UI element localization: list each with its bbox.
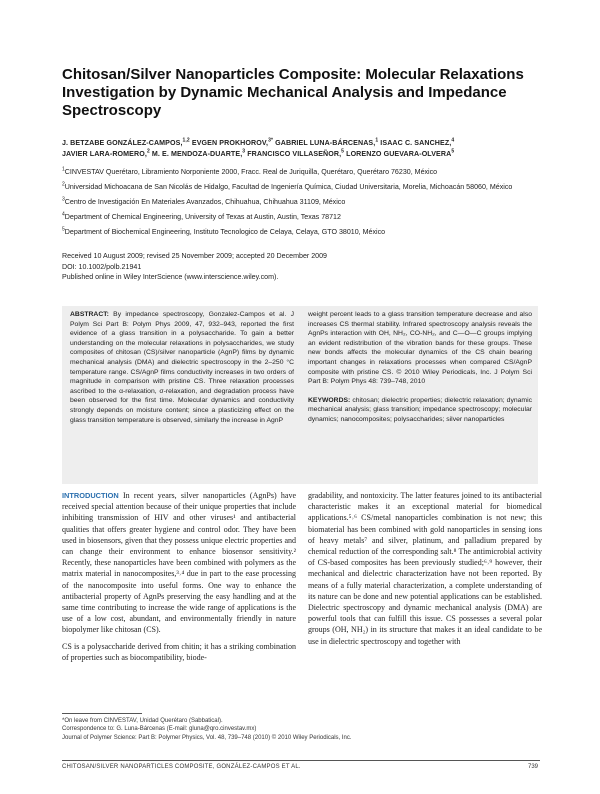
keywords <box>308 396 532 425</box>
abstract-left-column <box>70 310 294 425</box>
author-affiliation-sup: 5 <box>341 148 345 155</box>
affiliation-item <box>62 212 542 223</box>
author-list <box>62 138 542 160</box>
intro-text-1: In recent years, silver nanoparticles (AgnPs) have received special attention because of their unique properties that include inhibiting transmission of HIV and other viruses¹ and antibacterial qualities that offers greater hygiene and control odor. They have been used in biosensors, given that they possess unique electric properties and can change their environment to enhance biosensor sensitivity.² Recently, these nanoparticles have been combined with polymers as the matrix material in nanocomposites,³˒⁴ due in part to the ease processing of the nanocomposite into useful forms. One way to enhance the antibacterial property of AgnPs preserving the easy handling and at the same time contributing to increase the wide range of applications is the use of a low cost, abundant, and environmentally friendly in nature biopolymer like chitosan (CS). <box>62 491 296 635</box>
affiliation-sup: 1 <box>62 166 65 173</box>
footnote-correspondence: Correspondence to: G. Luna-Bárcenas (E-mail: gluna@qro.cinvestav.mx) <box>62 726 257 733</box>
body-left-column <box>62 490 296 663</box>
author-affiliation-sup: 1 <box>375 137 379 144</box>
author-name: J. BETZABE GONZÁLEZ-CAMPOS, <box>62 139 183 147</box>
author-affiliation-sup: 1,2 <box>182 137 190 144</box>
affiliation-sup: 5 <box>62 226 65 233</box>
affiliation-text: CINVESTAV Querétaro, Libramiento Norponiente 2000, Fracc. Real de Juriquilla, Querétaro, Querétaro 76230, México <box>64 168 438 176</box>
footnote-divider <box>62 713 142 714</box>
affiliation-text: Department of Chemical Engineering, University of Texas at Austin, Austin, Texas 78712 <box>64 213 341 221</box>
published-online: Published online in Wiley InterScience (www.interscience.wiley.com). <box>62 273 279 281</box>
footnote-journal: Journal of Polymer Science: Part B: Polymer Physics, Vol. 48, 739–748 (2010) © 2010 Wiley Periodicals, Inc. <box>62 734 352 741</box>
intro-paragraph-continued: gradability, and nontoxicity. The latter features joined to its antibacterial characteristic makes it an exceptional material for biomedical applications.⁵˒⁶ CS/metal nanoparticles combination is not new; this biomaterial has been combined with gold nanoparticles in sensing ions of heavy metals⁷ and silver, platinum, and palladium prepared by chemical reduction of the corresponding salt.⁸ The antimicrobial activity of CS-based composites has been previously studied;⁶˒⁹ however, their mechanical and dielectric characterization have not been reported. By means of a fully material characterization, a complete understanding of its nature can be done and new potential applications can be established. Dielectric spectroscopy and dynamic mechanical analysis (DMA) are powerful tools that can fulfill this issue. CS possesses a several polar groups (OH, NH₂) in its structure that makes it an ideal candidate to be use in dielectric spectroscopy and together with <box>308 491 542 646</box>
doi-link[interactable]: DOI: 10.1002/polb.21941 <box>62 262 142 271</box>
footnote-sabbatical: *On leave from CINVESTAV, Unidad Querétaro (Sabbatical). <box>62 718 223 724</box>
author-name: ISAAC C. SANCHEZ, <box>378 139 452 147</box>
running-head: CHITOSAN/SILVER NANOPARTICLES COMPOSITE, GONZÁLEZ-CAMPOS ET AL. <box>62 764 301 770</box>
author-affiliation-sup: 5 <box>451 148 455 155</box>
keywords-text: chitosan; dielectric properties; dielectric relaxation; dynamic mechanical analysis; glass transition; impedance spectroscopy; molecular dynamics; nanocomposites; polysaccharides; silver nanoparticles <box>308 396 532 423</box>
author-name: LORENZO GUEVARA-OLVERA <box>344 150 452 158</box>
author-name: GABRIEL LUNA-BÁRCENAS, <box>273 139 376 147</box>
affiliation-text: Department of Biochemical Engineering, Instituto Tecnologico de Celaya, Celaya, GTO 38010, México <box>64 228 386 236</box>
footnotes <box>62 717 542 742</box>
intro-paragraph-2: CS is a polysaccharide derived from chitin; it has a striking combination of properties such as biocompatibility, biode- <box>62 641 296 662</box>
abstract-heading: ABSTRACT: <box>70 311 109 318</box>
author-affiliation-sup: 3 <box>242 148 246 155</box>
affiliation-sup: 3 <box>62 196 65 203</box>
article-title: Chitosan/Silver Nanoparticles Composite: Molecular Relaxations Investigation by Dynamic Mechanical Analysis and Impedance Spectroscopy <box>62 66 524 119</box>
body-right-column <box>308 490 542 647</box>
affiliation-text: Centro de Investigación En Materiales Avanzados, Chihuahua, Chihuahua 31109, México <box>64 198 346 206</box>
footer-divider <box>62 760 540 761</box>
author-name: M. E. MENDOZA-DUARTE, <box>149 150 243 158</box>
section-heading-introduction: INTRODUCTION <box>62 491 119 500</box>
affiliation-item <box>62 227 542 238</box>
author-name: FRANCISCO VILLASEÑOR, <box>245 150 342 158</box>
affiliation-list <box>62 167 542 242</box>
author-affiliation-sup: 4 <box>451 137 455 144</box>
author-affiliation-sup: 2 <box>146 148 150 155</box>
abstract-text-left: By impedance spectroscopy, Gonzalez-Campos et al. J Polym Sci Part B: Polym Phys 2009, 47, 932–943, reported the first evidence of a glass transition in a polysaccharide. To gain a better understanding on the molecular relaxations in polysaccharides, we study composites of chitosan (CS)/silver nanoparticle (AgnP) films by dynamic mechanical analysis (DMA) and dielectric spectroscopy in the 2–250 °C temperature range. CS/AgnP films conductivity increases in two orders of magnitude in comparison with pristine CS. Three relaxation processes ascribed to the α-relaxation, σ-relaxation, and degradation process have been observed for the first time. Molecular dynamics and conductivity strongly depends on moisture content; since a plasticizing effect on the glass transition temperature is observed, similarly the increase in AgnP <box>70 311 294 424</box>
affiliation-item <box>62 167 542 178</box>
affiliation-sup: 4 <box>62 211 65 218</box>
author-name: JAVIER LARA-ROMERO, <box>62 150 147 158</box>
author-line-2 <box>62 149 542 160</box>
affiliation-item <box>62 197 542 208</box>
affiliation-item <box>62 182 542 193</box>
publication-dates <box>62 251 542 283</box>
abstract-right-column <box>308 310 532 425</box>
affiliation-text: Universidad Michoacana de San Nicolás de Hidalgo, Facultad de Ingeniería Química, Ciudad Universitaria, Morelia, Michoacán 58060, México <box>64 183 513 191</box>
intro-paragraph-1 <box>62 490 296 636</box>
page-number: 739 <box>527 764 538 770</box>
keywords-heading: KEYWORDS: <box>308 396 351 404</box>
author-affiliation-sup: 3* <box>268 137 274 144</box>
abstract-text-right: weight percent leads to a glass transition temperature decrease and also increases CS thermal stability. Infrared spectroscopy analysis reveals the AgnPs interaction with OH, NH₂, CO-NH₂, and C—O—C groups implying an evident redistribution of the vibration bands for these groups. These new bonds affects the molecular dynamics of the CS chain bearing important changes in relaxations processes when compared CS/AgnP composite with pristine CS. © 2010 Wiley Periodicals, Inc. J Polym Sci Part B: Polym Phys 48: 739–748, 2010 <box>308 311 532 386</box>
author-line-1 <box>62 138 542 149</box>
received-dates: Received 10 August 2009; revised 25 November 2009; accepted 20 December 2009 <box>62 252 328 260</box>
affiliation-sup: 2 <box>62 181 65 188</box>
author-name: EVGEN PROKHOROV, <box>189 139 269 147</box>
